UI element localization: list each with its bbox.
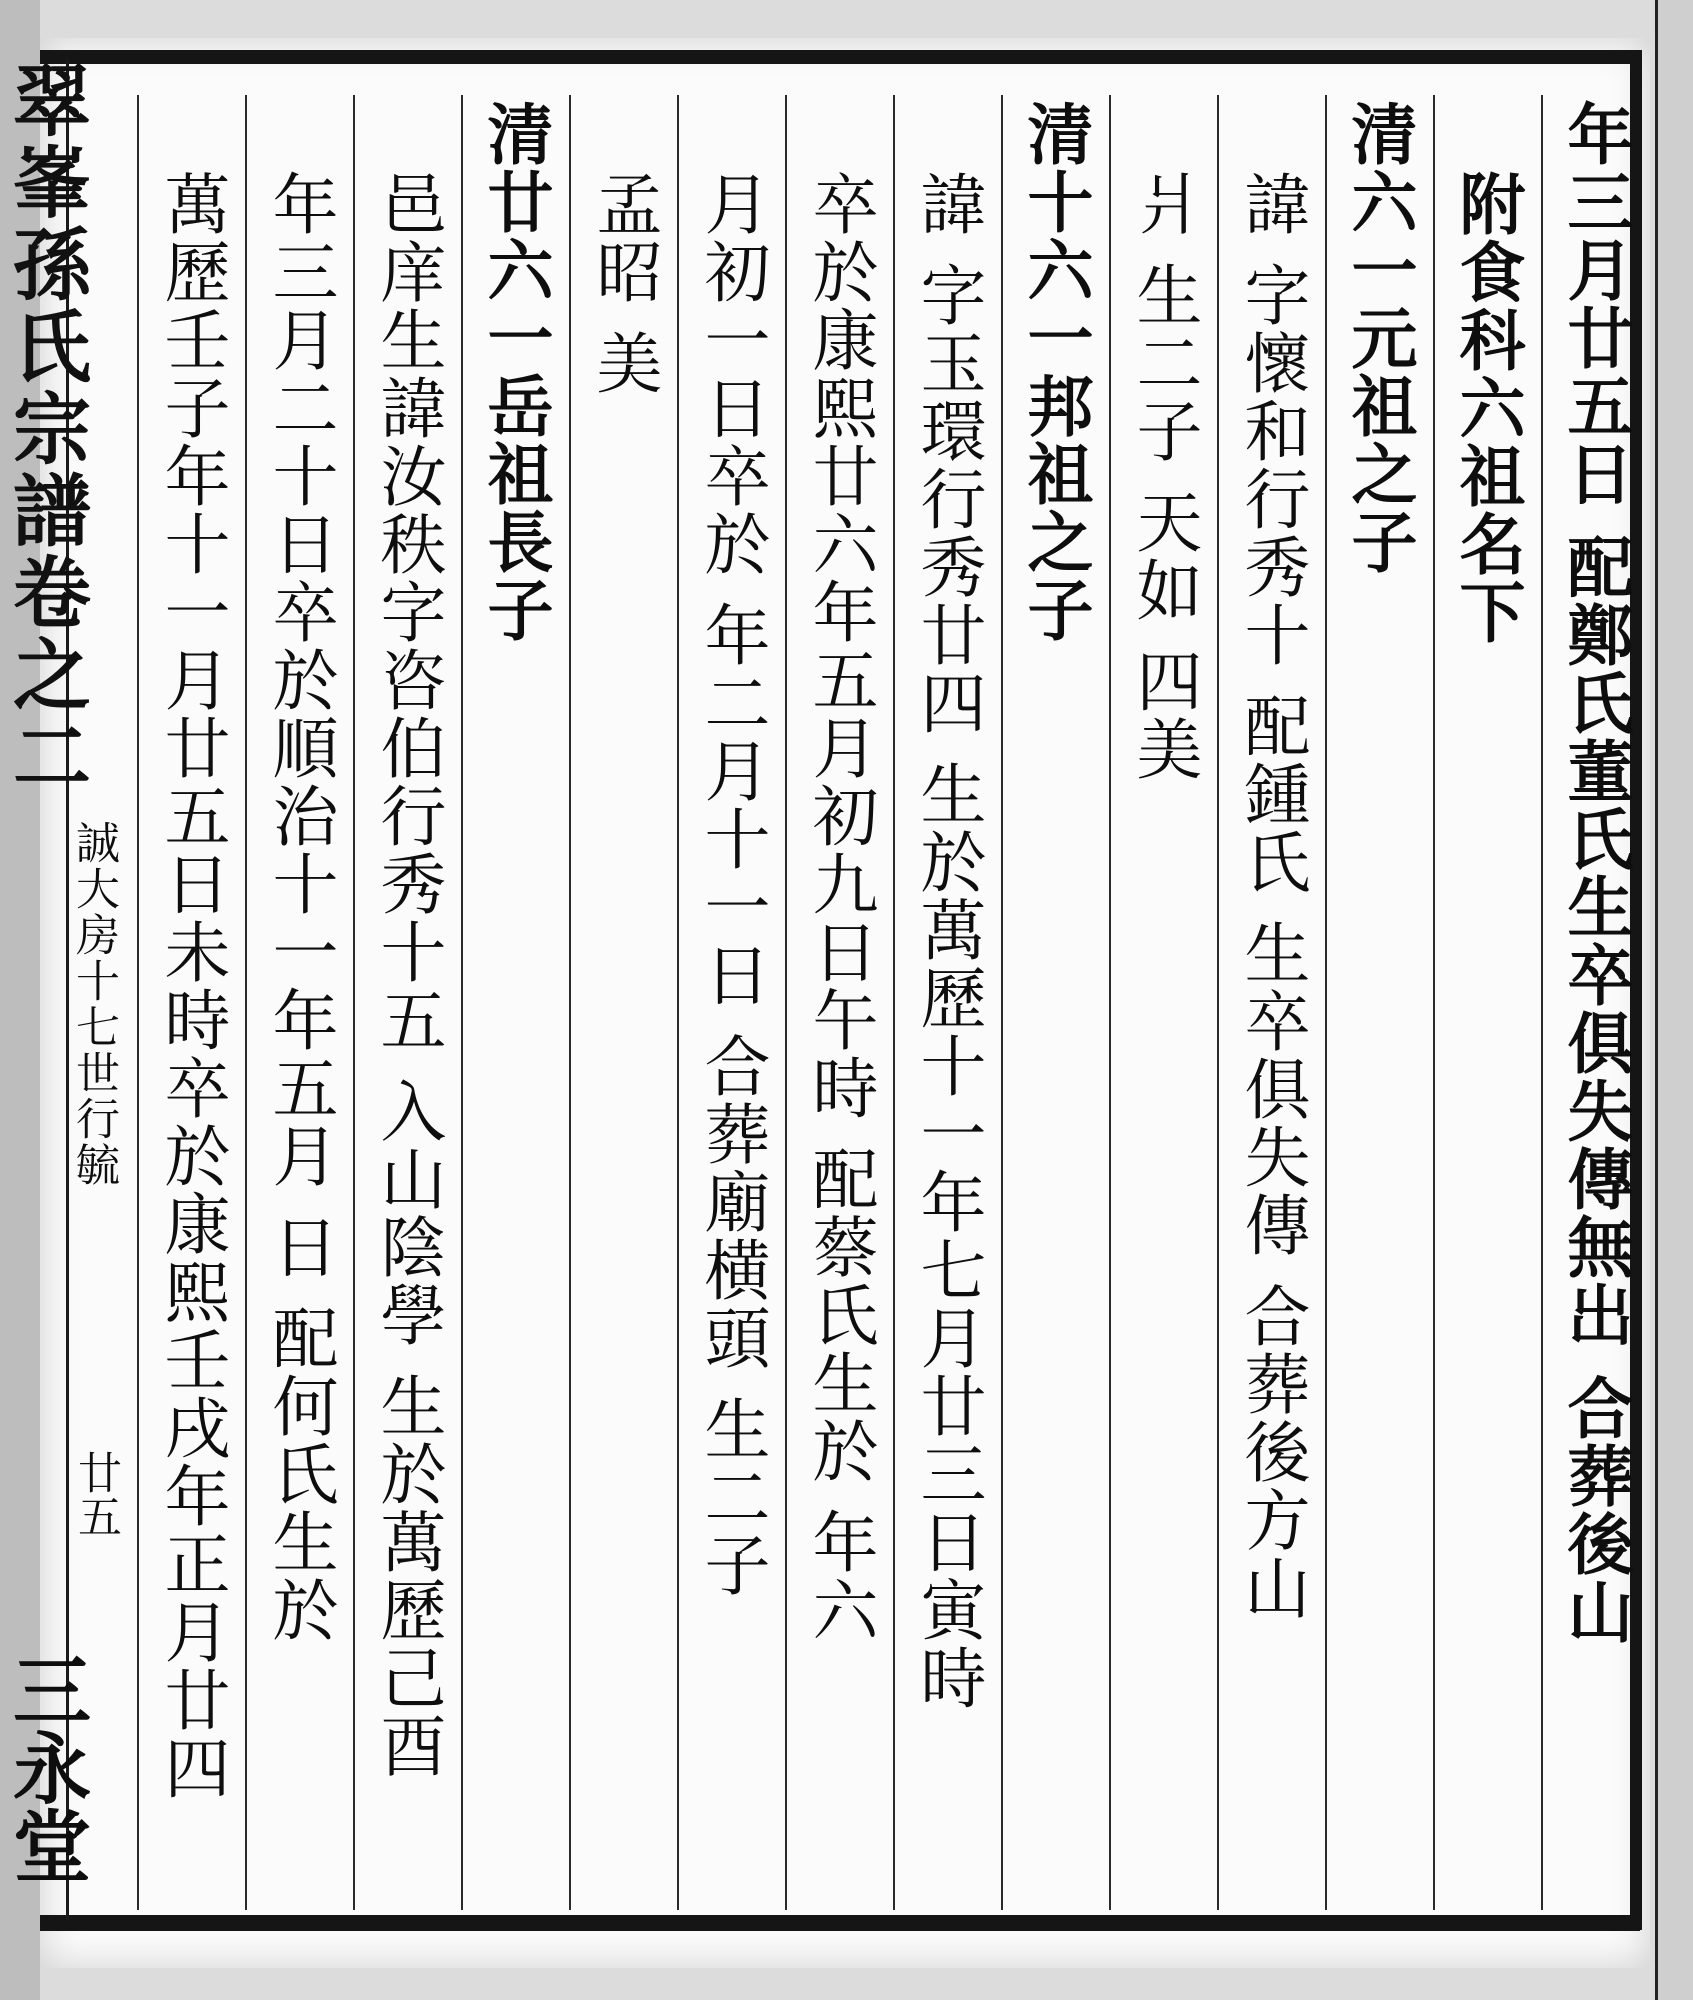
column-rule [1325,95,1327,1910]
page-border-top [40,50,1630,64]
text-column: 附食科六祖名下 [1448,170,1526,646]
column-rule [245,95,247,1910]
text-column: 年三月廿五日 配鄭氏董氏生卒俱失傳無出 合葬後山 [1556,100,1634,1646]
text-column: 清廿六一岳祖長子 [476,100,554,644]
column-rule [1433,95,1435,1910]
book-title: 翠峯孫氏宗譜卷之二 [0,60,91,798]
text-column: 邑庠生諱汝秩字咨伯行秀十五 入山陰學 生於萬歷己酉 [369,170,446,1780]
next-page-edge [1655,0,1693,2000]
text-column: 清十六一邦祖之子 [1016,100,1094,644]
page-border-bottom [40,1915,1640,1931]
text-column: 諱 字玉環行秀廿四 生於萬歷十一年七月廿三日寅時 [909,170,986,1712]
text-column: 萬歷壬子年十一月廿五日未時卒於康熙壬戌年正月廿四 [153,170,230,1802]
text-column: 卒於康熙廿六年五月初九日午時 配蔡氏生於 年六 [801,170,878,1644]
column-rule [1541,95,1543,1910]
column-rule [1001,95,1003,1910]
text-column: 月初一日卒於 年二月十一日 合葬廟横頭 生二子 [693,170,770,1599]
column-rule [353,95,355,1910]
column-rule [677,95,679,1910]
column-rule [569,95,571,1910]
column-rule [785,95,787,1910]
hall-name: 三永堂 [0,1650,91,1884]
text-column: 諱 字懷和行秀十 配鍾氏 生卒俱失傳 合葬後方山 [1233,170,1310,1622]
column-rule [1217,95,1219,1910]
page-number: 廿五 [70,1450,121,1538]
section-label: 誠大房十七世行毓 [68,820,119,1188]
text-column: 爿 生二子 天如 四美 [1125,170,1202,783]
text-column: 清六一元祖之子 [1340,100,1418,576]
text-column: 年三月二十日卒於順治十一年五月 日 配何氏生於 [261,170,338,1644]
column-rule [1109,95,1111,1910]
column-rule [461,95,463,1910]
column-rule [893,95,895,1910]
text-column: 孟昭 美 [585,170,662,397]
column-rule [137,95,139,1910]
